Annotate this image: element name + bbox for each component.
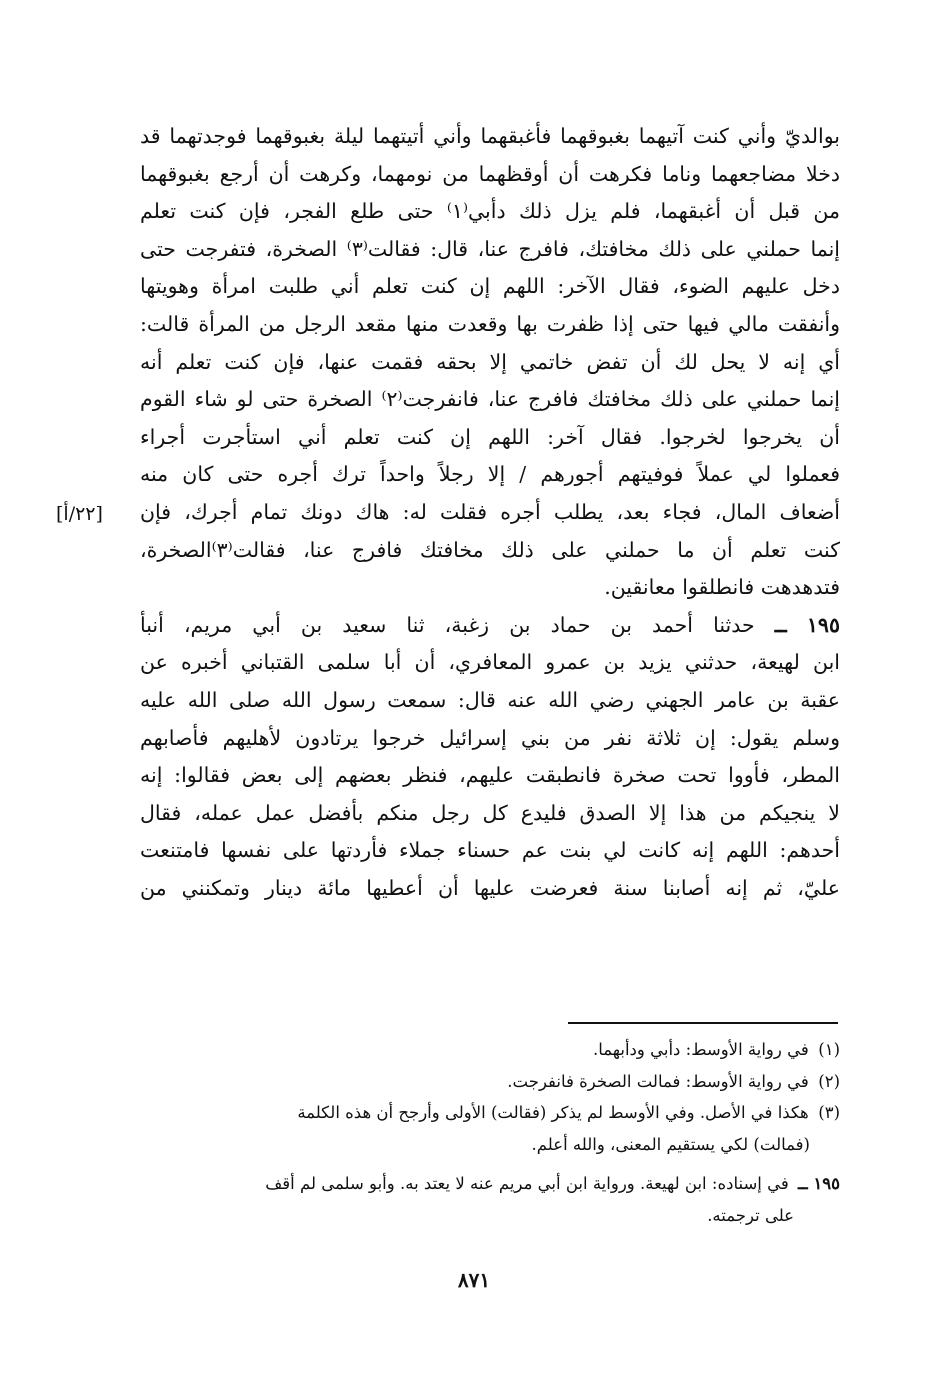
footnotes: [140, 1034, 840, 1231]
text-line: المطر، فأووا تحت صخرة فانطبقت عليهم، فنظر بعضهم إلى بعض فقالوا: إنه: [140, 763, 840, 788]
footnote-mark: (٢): [818, 1071, 840, 1091]
footnote-2: [140, 1066, 840, 1098]
text-line: لا ينجيكم من هذا إلا الصدق فليدع كل رجل منكم بأفضل عمل عمله، فقال: [140, 800, 840, 825]
margin-folio-reference: [٢٢/أ]: [56, 503, 103, 525]
footnote-text: في إسناده: ابن لهيعة. ورواية ابن أبي مريم عنه لا يعتد به. وأبو سلمى لم أقف: [265, 1174, 789, 1193]
text-line: عليّ، ثم إنه أصابنا سنة فعرضت عليها أن أعطيها مائة دينار وتمكنني من: [140, 875, 840, 900]
footnote-hadith-mark: ١٩٥ ــ: [797, 1174, 840, 1193]
page-number: ٨٧١: [457, 1268, 491, 1292]
text-line: وسلم يقول: إن ثلاثة نفر من بني إسرائيل خرجوا يرتادون لأهليهم فأصابهم: [140, 725, 840, 750]
hadith-first-line: حدثنا أحمد بن حماد بن زغبة، ثنا سعيد بن أبي مريم، أنبأ: [140, 612, 755, 637]
text-line: عقبة بن عامر الجهني رضي الله عنه قال: سمعت رسول الله صلى الله عليه: [140, 687, 840, 712]
hadith-195-opening: [140, 607, 840, 645]
hadith-number: ١٩٥: [806, 612, 840, 637]
text-line: أن يخرجوا لخرجوا. فقال آخر: اللهم إن كنت تعلم أني استأجرت أجراء: [140, 424, 840, 449]
footnote-mark: (١): [818, 1040, 840, 1059]
footnote-text: في رواية الأوسط: فمالت الصخرة فانفرجت.: [507, 1071, 809, 1091]
footnote-mark: (٣): [818, 1103, 840, 1122]
footnote-3-continuation: (فمالت) لكي يستقيم المعنى، والله أعلم.: [531, 1134, 810, 1154]
hadith-dash: ــ: [774, 612, 787, 637]
text-line: دخل عليهم الضوء، فقال الآخر: اللهم إن كنت تعلم أني طلبت امرأة وهويتها: [140, 274, 840, 299]
footnote-hadith-195: [140, 1168, 840, 1200]
text-line: وأنفقت مالي فيها حتى إذا ظفرت بها وقعدت منها مقعد الرجل من المرأة قالت:: [140, 311, 840, 336]
footnote-text: هكذا في الأصل. وفي الأوسط لم يذكر (فقالت) الأولى وأرجح أن هذه الكلمة: [297, 1103, 809, 1122]
text-line: كنت تعلم أن ما حملني على ذلك مخافتك فافرج عنا، فقالت⁽٣⁾الصخرة،: [140, 537, 840, 562]
text-line: فعملوا لي عملاً فوفيتهم أجورهم / إلا رجلاً واحداً ترك أجره حتى كان منه: [140, 462, 840, 487]
text-line: أضعاف المال، فجاء بعد، يطلب أجره فقلت له: هاك دونك تمام أجرك، فإن: [140, 499, 840, 524]
text-line: أي إنه لا يحل لك أن تفض خاتمي إلا بحقه فقمت عنها، فإن كنت تعلم أنه: [140, 349, 840, 374]
text-line: فتدهدهت فانطلقوا معانقين.: [604, 575, 840, 600]
text-line: إنما حملني على ذلك مخافتك، فافرج عنا، قال: فقالت⁽٣⁾ الصخرة، فتفرجت حتى: [140, 236, 840, 261]
text-line: من قبل أن أغبقهما، فلم يزل ذلك دأبي⁽١⁾ حتى طلع الفجر، فإن كنت تعلم: [140, 199, 840, 224]
footnote-text: في رواية الأوسط: دأبي ودأبهما.: [592, 1040, 809, 1059]
footnote-1: [140, 1034, 840, 1066]
text-line: دخلا مضاجعهما وناما فكرهت أن أوقظهما من نومهما، وكرهت أن أرجع بغبوقهما: [140, 161, 840, 186]
footnote-3: [140, 1097, 840, 1129]
text-line: بوالديّ وأني كنت آتيهما بغبوقهما فأغبقهما وأني أتيتهما ليلة بغبوقهما فوجدتهما قد: [140, 124, 840, 148]
footnote-separator: [568, 1022, 838, 1024]
text-line: ابن لهيعة، حدثني يزيد بن عمرو المعافري، أن أبا سلمى القتباني أخبره عن: [140, 650, 840, 675]
main-text: [140, 118, 840, 907]
text-line: أحدهم: اللهم إنه كانت لي بنت عم حسناء جملاء فأردتها على نفسها فامتنعت: [140, 838, 840, 863]
footnote-hadith-continuation: على ترجمته.: [707, 1205, 794, 1225]
text-line: إنما حملني على ذلك مخافتك فافرج عنا، فانفرجت⁽٢⁾ الصخرة حتى لو شاء القوم: [140, 387, 840, 412]
